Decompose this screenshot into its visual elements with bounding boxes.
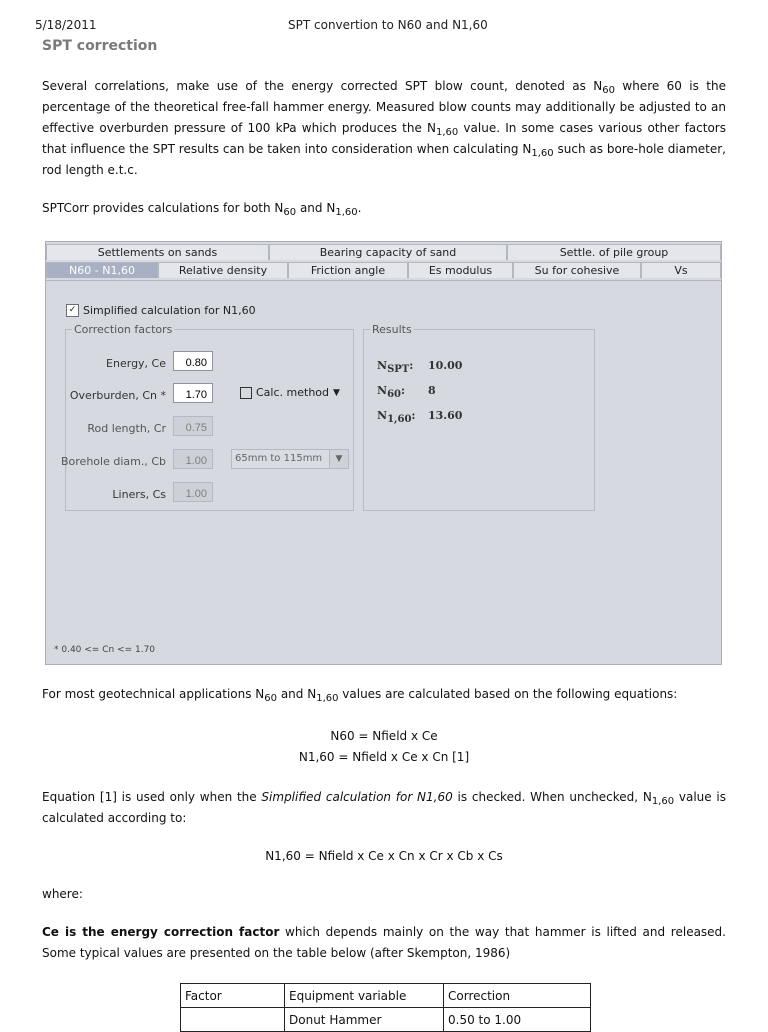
tab-settlements-on-sands[interactable]: Settlements on sands [46, 244, 269, 260]
equations-intro: For most geotechnical applications $N_{60}$ and $N_{1,60}$ values are calculated based on the following equations: [42, 687, 678, 704]
tab-friction-angle[interactable]: Friction angle [288, 262, 408, 278]
table-row [181, 1008, 591, 1032]
where-text: where: [42, 887, 83, 901]
tab-su-cohesive[interactable]: Su for cohesive [513, 262, 641, 278]
table-header-cell: Equipment variable [285, 984, 444, 1008]
calc-method-icon [240, 387, 252, 399]
n60-label: $N_{60}$: [377, 384, 406, 400]
sptcorr-paragraph: SPTCorr provides calculations for both $N_{60}$ and $N_{1,60}$. [42, 201, 362, 218]
n160-label: $N_{1,60}$: [377, 409, 416, 425]
nspt-label: $N_{SPT}$: [377, 359, 414, 375]
results-group: Results [363, 323, 595, 511]
table-cell [181, 1008, 285, 1032]
select-arrow-icon: ▼ [329, 450, 348, 468]
borehole-select: 65mm to 115mm ▼ [231, 449, 349, 469]
liners-input [173, 482, 213, 502]
table-header-cell: Factor [181, 984, 285, 1008]
tab-content [46, 280, 721, 664]
n60-value: 8 [428, 384, 436, 397]
energy-factor-paragraph: Ce is the energy correction factor which depends mainly on the way that hammer is lifted and released. Some typical values are presented on the table below (after Skempton, 1986) [42, 925, 726, 960]
rod-length-input [173, 416, 213, 436]
rod-length-label: Rod length, Cr [87, 422, 166, 435]
nspt-value: 10.00 [428, 359, 463, 372]
table-header-cell: Correction [444, 984, 591, 1008]
page-header-title: SPT convertion to N60 and N1,60 [288, 18, 488, 32]
checkbox-check-icon: ✓ [66, 304, 79, 317]
equation-n60: N60 = Nfield x Ce [330, 729, 438, 743]
overburden-input[interactable] [173, 383, 213, 403]
equation-n160: N1,60 = Nfield x Ce x Cn [1] [298, 750, 470, 764]
dropdown-arrow-icon: ▼ [333, 387, 340, 398]
n160-value: 13.60 [428, 409, 463, 422]
tab-es-modulus[interactable]: Es modulus [408, 262, 513, 278]
tab-bearing-capacity[interactable]: Bearing capacity of sand [269, 244, 507, 260]
table-cell: Donut Hammer [285, 1008, 444, 1032]
tab-settle-pile-group[interactable]: Settle. of pile group [507, 244, 721, 260]
intro-paragraph: Several correlations, make use of the energy corrected SPT blow count, denoted as $N_{60}$ where 60 is the percentage of the theoretical free-fall hammer energy. Measured blow counts may additionally be adjusted to an effective overburden pressure of 100 kPa which produces the $N_{1,60}$ value. In some cases various other factors that influence the SPT results can be taken into consideration when calculating $N_{1,60}$ such as bore-hole diameter, rod length e.t.c. [42, 79, 726, 177]
correction-table [180, 983, 591, 1032]
borehole-label: Borehole diam., Cb [61, 455, 166, 468]
equation-1-paragraph: Equation [1] is used only when the Simplified calculation for N1,60 is checked. When unchecked, $N_{1,60}$ value is calculated according to: [42, 790, 726, 825]
table-header-row [181, 984, 591, 1008]
equation-full: N1,60 = Nfield x Ce x Cn x Cr x Cb x Cs [265, 849, 503, 863]
tab-row-2 [46, 262, 721, 278]
tab-vs[interactable]: Vs [641, 262, 721, 278]
liners-label: Liners, Cs [112, 488, 166, 501]
tab-relative-density[interactable]: Relative density [158, 262, 288, 278]
calc-method-button[interactable]: Calc. method ▼ [240, 386, 340, 399]
table-cell: 0.50 to 1.00 [444, 1008, 591, 1032]
energy-label: Energy, Ce [106, 357, 166, 370]
cn-range-note: * 0.40 <= Cn <= 1.70 [54, 645, 156, 655]
overburden-label: Overburden, Cn * [69, 389, 166, 402]
simplified-checkbox[interactable]: ✓ Simplified calculation for N1,60 [66, 304, 256, 317]
page-date: 5/18/2011 [35, 18, 97, 32]
tab-row-1 [46, 244, 721, 260]
correction-factors-group: Correction factors [65, 323, 354, 511]
section-title: SPT correction [42, 38, 158, 54]
borehole-input [173, 449, 213, 469]
energy-input[interactable] [173, 351, 213, 371]
tab-n60-n160[interactable]: N60 - N1,60 [46, 262, 158, 278]
sptcorr-app-panel [45, 241, 722, 665]
